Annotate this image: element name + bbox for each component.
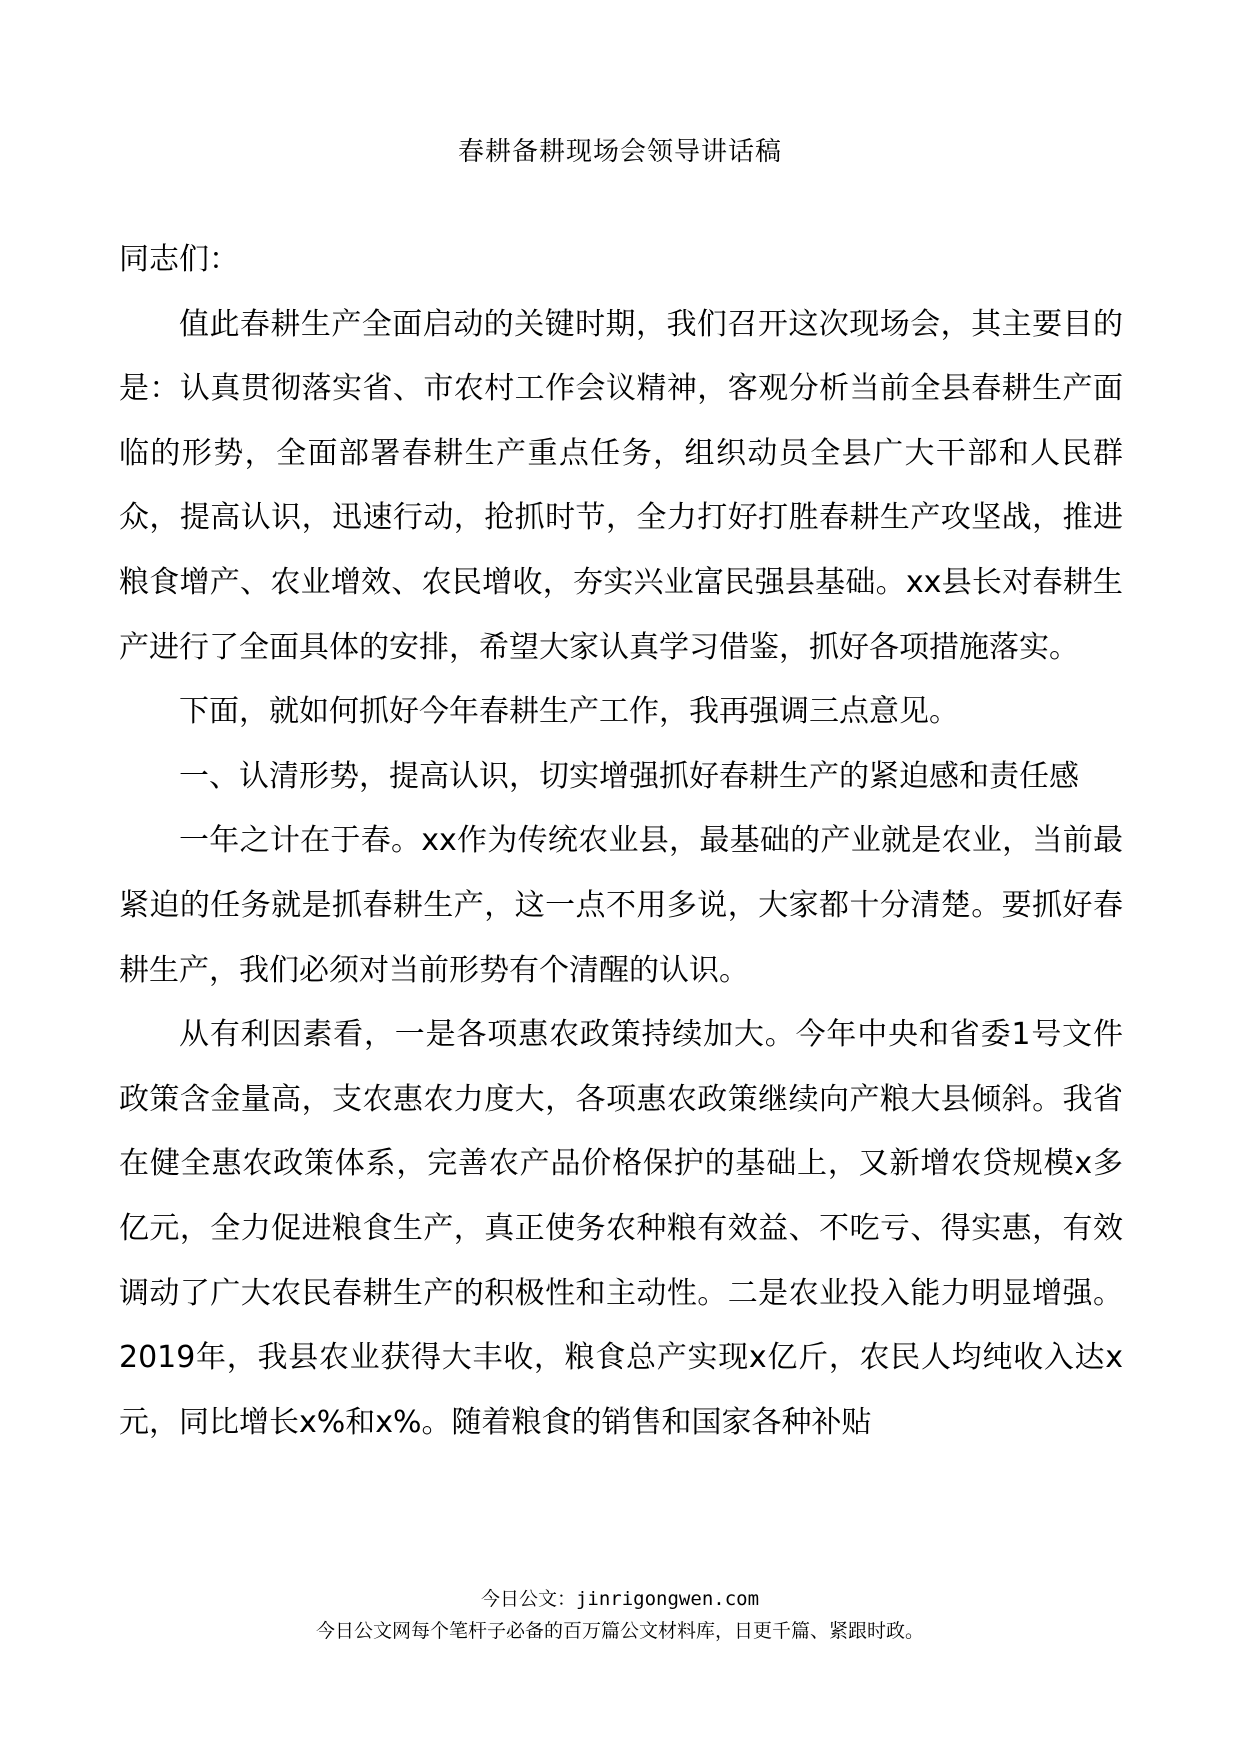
footer-site-url[interactable]: jinrigongwen.com — [575, 1588, 760, 1610]
page-title: 春耕备耕现场会领导讲话稿 — [457, 137, 782, 167]
section-heading-1: 一、认清形势，提高认识，切实增强抓好春耕生产的紧迫感和责任感 — [179, 758, 1079, 794]
paragraph-transition: 下面，就如何抓好今年春耕生产工作，我再强调三点意见。 — [179, 694, 959, 730]
salutation: 同志们： — [119, 242, 239, 277]
paragraph-favorable-factors: 从有利因素看，一是各项惠农政策持续加大。今年中央和省委1号文件政策含金量高，支农惠农力度大，各项惠农政策继续向产粮大县倾斜。我省在健全惠农政策体系，完善农产品价格保护的基础上，又新增农贷规模x多亿元，全力促进粮食生产，真正使务农种粮有效益、不吃亏、得实惠，有效调动了广大农民春耕生产的积极性和主动性。二是农业投入能力明显增强。2019年，我县农业获得大丰收，粮食总产实现x亿斤，农民人均纯收入达x元，同比增长x%和x%。随着粮食的销售和国家各种补贴 — [119, 1017, 1123, 1440]
paragraph-opening: 值此春耕生产全面启动的关键时期，我们召开这次现场会，其主要目的是：认真贯彻落实省、市农村工作会议精神，客观分析当前全县春耕生产面临的形势，全面部署春耕生产重点任务，组织动员全县广大干部和人民群众，提高认识，迅速行动，抢抓时节，全力打好打胜春耕生产攻坚战，推进粮食增产、农业增效、农民增收，夯实兴业富民强县基础。xx县长对春耕生产进行了全面具体的安排，希望大家认真学习借鉴，抓好各项措施落实。 — [119, 306, 1123, 665]
footer-site-label: 今日公文： — [480, 1588, 576, 1610]
paragraph-situation: 一年之计在于春。xx作为传统农业县，最基础的产业就是农业，当前最紧迫的任务就是抓春耕生产，这一点不用多说，大家都十分清楚。要抓好春耕生产，我们必须对当前形势有个清醒的认识。 — [119, 823, 1123, 988]
document-body — [119, 228, 1123, 1455]
footer-slogan: 今日公文网每个笔杆子必备的百万篇公文材料库，日更千篇、紧跟时政。 — [315, 1620, 924, 1642]
footer-site — [0, 1585, 1240, 1613]
